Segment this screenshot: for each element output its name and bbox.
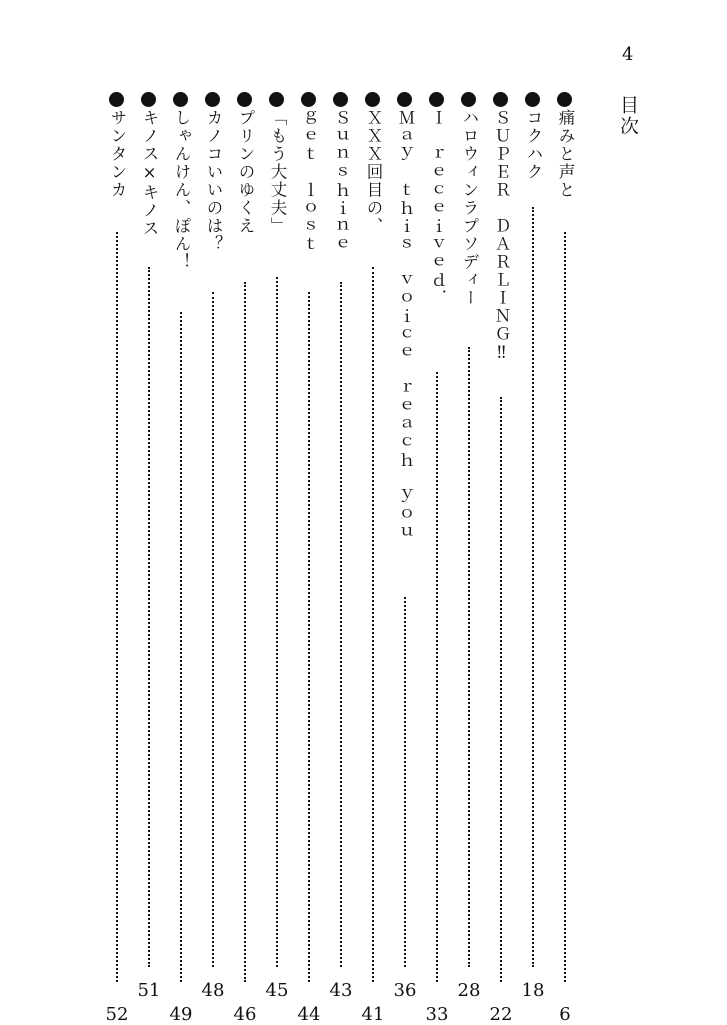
entry-title: しゃんけん、ぽん！ <box>172 109 191 271</box>
entry-title: ＳＵＰＥＲ ＤＡＲＬＩＮＧ‼ <box>492 109 511 364</box>
entry-title: Ｉ ｒｅｃｅｉｖｅｄ． <box>428 109 447 307</box>
dotted-leader <box>148 267 150 967</box>
page-number: 4 <box>622 44 634 65</box>
entry-page-number: 33 <box>425 1004 449 1025</box>
entry-title: カノコいいのは？ <box>204 109 223 253</box>
dotted-leader <box>500 397 502 982</box>
bullet-icon <box>397 92 412 107</box>
bullet-icon <box>461 92 476 107</box>
entry-page-number: 22 <box>489 1004 513 1025</box>
entry-page-number: 48 <box>201 980 225 1001</box>
entry-title: サンタンカ <box>108 109 127 199</box>
entry-title: キノス×キノス <box>140 109 159 238</box>
bullet-icon <box>525 92 540 107</box>
entry-page-number: 28 <box>457 980 481 1001</box>
bullet-icon <box>269 92 284 107</box>
dotted-leader <box>276 277 278 967</box>
dotted-leader <box>532 207 534 967</box>
dotted-leader <box>372 267 374 982</box>
bullet-icon <box>237 92 252 107</box>
entry-page-number: 36 <box>393 980 417 1001</box>
entry-page-number: 43 <box>329 980 353 1001</box>
entry-title: Ｍａｙ ｔｈｉｓ ｖｏｉｃｅ ｒｅａｃｈ ｙｏｕ <box>396 109 415 541</box>
dotted-leader <box>116 232 118 982</box>
entry-page-number: 41 <box>361 1004 385 1025</box>
entry-page-number: 18 <box>521 980 545 1001</box>
bullet-icon <box>333 92 348 107</box>
bullet-icon <box>205 92 220 107</box>
bullet-icon <box>173 92 188 107</box>
entry-page-number: 51 <box>137 980 161 1001</box>
entry-title: 痛みと声と <box>556 109 575 199</box>
bullet-icon <box>365 92 380 107</box>
dotted-leader <box>212 292 214 967</box>
bullet-icon <box>141 92 156 107</box>
entry-page-number: 46 <box>233 1004 257 1025</box>
entry-title: ｇｅｔ ｌｏｓｔ <box>300 109 319 253</box>
entry-page-number: 44 <box>297 1004 321 1025</box>
entry-page-number: 52 <box>105 1004 129 1025</box>
entry-page-number: 6 <box>559 1004 571 1025</box>
entry-title: ハロウィンラプソディー <box>460 109 479 307</box>
entry-title: 「もう大丈夫」 <box>268 109 287 235</box>
dotted-leader <box>180 312 182 982</box>
dotted-leader <box>308 292 310 982</box>
dotted-leader <box>436 372 438 982</box>
bullet-icon <box>493 92 508 107</box>
dotted-leader <box>244 282 246 982</box>
entry-title: コクハク <box>524 109 543 181</box>
dotted-leader <box>468 347 470 967</box>
dotted-leader <box>564 232 566 982</box>
entry-page-number: 49 <box>169 1004 193 1025</box>
dotted-leader <box>340 282 342 967</box>
bullet-icon <box>557 92 572 107</box>
entry-title: Ｓｕｎｓｈｉｎｅ <box>332 109 351 253</box>
entry-title: プリンのゆくえ <box>236 109 255 235</box>
entry-page-number: 45 <box>265 980 289 1001</box>
toc-heading: 目次 <box>617 95 639 137</box>
bullet-icon <box>301 92 316 107</box>
entry-title: ＸＸＸ回目の、 <box>364 109 383 235</box>
bullet-icon <box>109 92 124 107</box>
dotted-leader <box>404 597 406 967</box>
bullet-icon <box>429 92 444 107</box>
